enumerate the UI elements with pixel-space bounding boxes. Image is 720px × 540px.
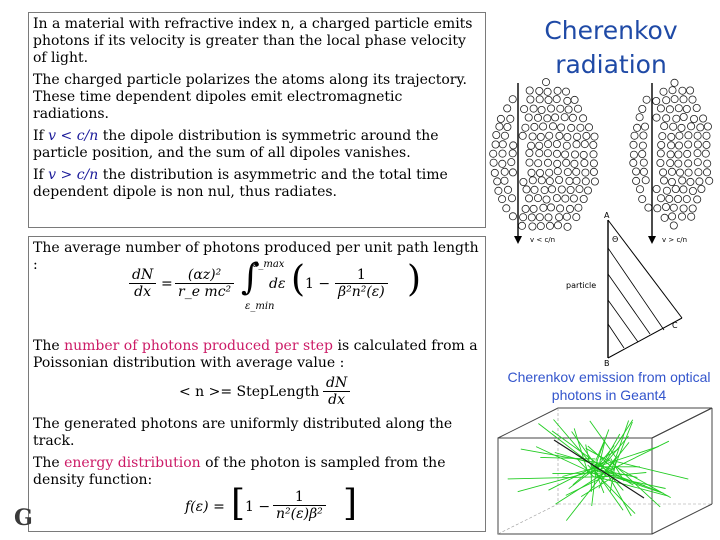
if-text-2: If (33, 167, 49, 183)
particle-label: particle (566, 281, 597, 290)
atom-circle (666, 195, 673, 202)
atom-circle (548, 105, 555, 112)
atom-circle (683, 105, 690, 112)
atom-circle (663, 97, 670, 104)
atom-circle (700, 115, 707, 122)
atom-circle (519, 132, 526, 139)
process-box (28, 236, 486, 532)
atom-circle (509, 150, 516, 157)
atom-circle (538, 106, 545, 113)
atom-circle (657, 159, 664, 166)
atom-circle (645, 204, 652, 211)
atom-circle (684, 150, 691, 157)
atom-circle (661, 123, 668, 130)
photon-track (508, 477, 609, 479)
atom-circle (501, 177, 508, 184)
atom-circle (590, 160, 597, 167)
atom-circle (704, 123, 711, 130)
atom-circle (580, 151, 587, 158)
integral-sign: ∫ (241, 257, 260, 298)
paragraph-symmetric (33, 128, 481, 162)
atom-circle (528, 169, 535, 176)
atom-circle (685, 132, 692, 139)
atom-circle (495, 187, 502, 194)
atom-circle (492, 141, 499, 148)
atom-circle (670, 204, 677, 211)
atom-circle (634, 124, 641, 131)
cherenkov-cone-figure (520, 212, 700, 368)
atoms-symmetric (490, 79, 599, 231)
atom-circle (663, 115, 670, 122)
atom-circle (658, 141, 665, 148)
atom-circle (534, 114, 541, 121)
if-text-1: If (33, 128, 49, 144)
atom-circle (694, 132, 701, 139)
eq1-inner-fraction: $\frac{1}{\text{β²n²(ε)}}$ (335, 267, 388, 300)
eq1-deps: dε (269, 276, 286, 292)
atom-circle (698, 185, 705, 192)
atom-circle (490, 159, 497, 166)
geant4-logo: G (14, 505, 33, 531)
atom-circle (563, 159, 570, 166)
atom-circle (680, 186, 687, 193)
atom-circle (558, 186, 565, 193)
eq3-fraction: $\frac{1}{\text{n²(ε)β²}}$ (273, 489, 326, 522)
atom-circle (554, 160, 561, 167)
atom-circle (672, 185, 679, 192)
atom-circle (582, 169, 589, 176)
atom-circle (703, 169, 710, 176)
atom-circle (534, 195, 541, 202)
atom-circle (680, 113, 687, 120)
atom-circle (544, 88, 551, 95)
atom-circle (536, 150, 543, 157)
atom-circle (687, 87, 694, 94)
primary-track (554, 440, 644, 498)
label-fast: v > c/n (662, 236, 688, 244)
atom-circle (653, 185, 660, 192)
atom-circle (640, 168, 647, 175)
atom-circle (641, 123, 648, 130)
atom-circle (493, 131, 500, 138)
energy-distribution-line: The energy distribution of the photon is sampled from the density function: (33, 455, 446, 488)
atom-circle (499, 160, 506, 167)
atom-circle (685, 169, 692, 176)
atom-circle (546, 178, 553, 185)
geant4-caption: Cherenkov emission from optical photons in Geant4 (507, 369, 711, 403)
atom-circle (503, 205, 510, 212)
atom-circle (576, 186, 583, 193)
atom-circle (673, 115, 680, 122)
label-slow: v < c/n (530, 236, 556, 244)
atom-circle (639, 142, 646, 149)
atom-circle (562, 195, 569, 202)
atom-circle (693, 104, 700, 111)
atom-circle (653, 114, 660, 121)
paragraph-polarization: The charged particle polarizes the atoms along its trajectory. These time dependent dipoles emit electromagnetic radiations. (33, 72, 467, 122)
atom-circle (674, 195, 681, 202)
explanation-box (28, 12, 486, 228)
atom-circle (545, 96, 552, 103)
atom-circle (499, 196, 506, 203)
atom-circle (507, 115, 514, 122)
atom-circle (640, 159, 647, 166)
paragraph-asymmetric-rest: the distribution is asymmetric and the total time dependent dipole is non nul, thus radiates. (33, 167, 448, 200)
atom-circle (683, 196, 690, 203)
atom-circle (548, 186, 555, 193)
eq3-bracket-close: ] (343, 483, 358, 524)
eq2-lhs: < n >= StepLength (179, 384, 320, 400)
atom-circle (630, 141, 637, 148)
atom-circle (540, 123, 547, 130)
atom-circle (703, 132, 710, 139)
atom-circle (529, 177, 536, 184)
atom-circle (653, 97, 660, 104)
eq1-paren-close: ) (407, 259, 422, 300)
atom-circle (669, 87, 676, 94)
atom-circle (501, 132, 508, 139)
atom-circle (703, 141, 710, 148)
atom-circle (504, 123, 511, 130)
eq1-coefficient: $\frac{\text{(αz)²}}{\text{r\_e mc²}}$ (175, 267, 234, 300)
atom-circle (630, 151, 637, 158)
atom-circle (580, 115, 587, 122)
atom-circle (704, 160, 711, 167)
atom-circle (504, 186, 511, 193)
atom-circle (536, 142, 543, 149)
atom-circle (642, 177, 649, 184)
atom-circle (541, 187, 548, 194)
atom-circle (696, 178, 703, 185)
atom-circle (583, 132, 590, 139)
atom-circle (668, 133, 675, 140)
atom-circle (590, 168, 597, 175)
atom-circle (544, 159, 551, 166)
atom-circle (639, 150, 646, 157)
atom-circle (554, 87, 561, 94)
atom-circle (527, 96, 534, 103)
atom-circle (526, 159, 533, 166)
atom-circle (525, 195, 532, 202)
condition-slow: v < c/n (48, 128, 99, 144)
atom-circle (556, 176, 563, 183)
atom-circle (543, 196, 550, 203)
atom-circle (657, 105, 664, 112)
atom-circle (667, 151, 674, 158)
atom-circle (697, 124, 704, 131)
point-a-label: A (604, 212, 610, 220)
energy-density-equation (185, 483, 385, 529)
atom-circle (660, 169, 667, 176)
atom-circle (521, 106, 528, 113)
uniform-distribution-line: The generated photons are uniformly distributed along the track. (33, 416, 453, 449)
condition-fast: v > c/n (48, 167, 99, 183)
atom-circle (509, 213, 516, 220)
atom-circle (504, 105, 511, 112)
average-photons-line: The average number of photons produced per unit path length : (33, 240, 479, 273)
eq1-paren-open: ( (291, 259, 306, 300)
atom-circle (494, 178, 501, 185)
atom-circle (633, 168, 640, 175)
atom-circle (536, 87, 543, 94)
atom-circle (573, 141, 580, 148)
eq3-bracket-open: [ (231, 483, 246, 524)
atom-circle (575, 204, 582, 211)
atom-circle (668, 168, 675, 175)
atom-circle (666, 106, 673, 113)
atom-circle (558, 124, 565, 131)
atom-circle (581, 141, 588, 148)
atom-circle (675, 142, 682, 149)
geant4-event-display (494, 404, 716, 536)
atoms-asymmetric (630, 79, 713, 229)
atom-circle (571, 151, 578, 158)
atom-circle (582, 178, 589, 185)
atom-circle (537, 133, 544, 140)
atom-circle (706, 177, 713, 184)
atom-circle (671, 79, 678, 86)
atom-circle (531, 186, 538, 193)
atom-circle (663, 187, 670, 194)
atom-circle (659, 133, 666, 140)
atom-circle (667, 160, 674, 167)
atom-circle (571, 160, 578, 167)
theta-label: Θ (612, 235, 619, 244)
point-c-label: C (672, 321, 678, 330)
atom-circle (660, 88, 667, 95)
atom-circle (685, 160, 692, 167)
photon-track (606, 436, 629, 463)
eq1-equals: = (161, 276, 173, 292)
atom-circle (553, 96, 560, 103)
atom-circle (554, 168, 561, 175)
atom-circle (567, 186, 574, 193)
atom-circle (561, 114, 568, 121)
photons-per-step-line: The number of photons produced per step is calculated from a Poissonian distribution with average value : (33, 338, 478, 371)
atom-circle (562, 88, 569, 95)
atom-circle (509, 96, 516, 103)
atom-circle (639, 196, 646, 203)
atom-circle (591, 133, 598, 140)
atom-circle (570, 195, 577, 202)
photon-track (574, 428, 588, 473)
atom-circle (591, 178, 598, 185)
atom-circle (671, 96, 678, 103)
atom-circle (522, 124, 529, 131)
atom-circle (536, 96, 543, 103)
atom-circle (546, 169, 553, 176)
atom-circle (676, 132, 683, 139)
atom-circle (538, 177, 545, 184)
atom-circle (662, 203, 669, 210)
atom-circle (688, 123, 695, 130)
atom-circle (536, 169, 543, 176)
atom-circle (542, 79, 549, 86)
atom-circle (535, 160, 542, 167)
atom-circle (657, 150, 664, 157)
atom-circle (670, 123, 677, 130)
atom-circle (679, 87, 686, 94)
eq3-lhs: f(ε) = (185, 499, 225, 515)
atom-circle (540, 204, 547, 211)
atom-circle (636, 186, 643, 193)
atom-circle (694, 196, 701, 203)
atom-circle (520, 178, 527, 185)
eq2-fraction: $\frac{dN}{dx}$ (323, 375, 350, 408)
atom-circle (631, 132, 638, 139)
atom-circle (564, 169, 571, 176)
atom-circle (546, 132, 553, 139)
integral-upper: ε_max (253, 259, 285, 270)
paragraph-symmetric-rest: the dipole distribution is symmetric around the particle position, and the sum of all dipoles vanishes. (33, 128, 439, 161)
atom-circle (695, 169, 702, 176)
photon-tracks (508, 420, 689, 521)
atom-circle (685, 141, 692, 148)
atom-circle (680, 96, 687, 103)
atom-circle (525, 114, 532, 121)
atom-circle (556, 132, 563, 139)
atom-circle (657, 195, 664, 202)
atom-circle (581, 159, 588, 166)
atom-circle (526, 87, 533, 94)
eq1-one-minus: 1 − (305, 276, 331, 292)
atom-circle (675, 160, 682, 167)
atom-circle (676, 169, 683, 176)
atom-circle (553, 195, 560, 202)
atom-circle (675, 105, 682, 112)
atom-circle (508, 195, 515, 202)
eq3-one-minus: 1 − (245, 499, 271, 515)
atom-circle (630, 159, 637, 166)
atom-circle (545, 141, 552, 148)
atom-circle (499, 150, 506, 157)
slide-title: Cherenkov radiation (544, 16, 678, 79)
atom-circle (565, 106, 572, 113)
atom-circle (640, 132, 647, 139)
point-b-label: B (604, 359, 610, 368)
atom-circle (571, 96, 578, 103)
atom-circle (690, 115, 697, 122)
atom-circle (523, 186, 530, 193)
atom-circle (678, 124, 685, 131)
atom-circle (694, 150, 701, 157)
atom-circle (573, 168, 580, 175)
atom-circle (702, 150, 709, 157)
atom-circle (530, 105, 537, 112)
atom-circle (490, 150, 497, 157)
atom-circle (687, 178, 694, 185)
atom-circle (501, 168, 508, 175)
atom-circle (508, 159, 515, 166)
atom-circle (580, 195, 587, 202)
atom-circle (675, 151, 682, 158)
atom-circle (549, 123, 556, 130)
atom-circle (668, 142, 675, 149)
integral-lower: ε_min (245, 301, 275, 312)
atom-circle (544, 150, 551, 157)
atom-circle (544, 115, 551, 122)
photon-yield-equation (129, 259, 429, 315)
atom-circle (499, 141, 506, 148)
atom-circle (590, 141, 597, 148)
atom-circle (689, 96, 696, 103)
atom-circle (643, 96, 650, 103)
atom-circle (585, 124, 592, 131)
energy-distribution-highlight: energy distribution (64, 455, 201, 471)
atom-circle (497, 115, 504, 122)
atom-circle (577, 124, 584, 131)
atom-circle (496, 123, 503, 130)
atom-circle (574, 105, 581, 112)
atom-circle (552, 114, 559, 121)
atom-circle (569, 114, 576, 121)
atom-circle (526, 149, 533, 156)
atom-circle (510, 142, 517, 149)
atom-circle (566, 177, 573, 184)
atom-circle (633, 177, 640, 184)
atom-circle (568, 124, 575, 131)
atom-circle (573, 177, 580, 184)
atom-circle (509, 169, 516, 176)
photon-track (615, 466, 671, 498)
atom-circle (553, 140, 560, 147)
photon-track (608, 442, 629, 468)
atom-circle (679, 177, 686, 184)
atom-circle (574, 133, 581, 140)
atom-circle (660, 177, 667, 184)
atom-circle (689, 187, 696, 194)
atom-circle (553, 150, 560, 157)
atom-circle (694, 159, 701, 166)
paragraph-refractive-index: In a material with refractive index n, a charged particle emits photons if its velocity is greater than the local phase velocity of light. (33, 16, 473, 66)
paragraph-asymmetric (33, 167, 481, 201)
atom-circle (563, 142, 570, 149)
mean-photons-equation (179, 373, 379, 413)
atom-circle (557, 105, 564, 112)
atom-circle (557, 205, 564, 212)
atom-circle (562, 151, 569, 158)
atom-circle (694, 141, 701, 148)
photons-per-step-highlight: number of photons produced per step (64, 338, 334, 354)
eq1-lhs: $\frac{dN}{dx}$ (129, 267, 156, 300)
atom-circle (590, 151, 597, 158)
atom-circle (547, 204, 554, 211)
atom-circle (584, 187, 591, 194)
atom-circle (639, 105, 646, 112)
atom-circle (564, 133, 571, 140)
atom-circle (564, 97, 571, 104)
atom-circle (529, 133, 536, 140)
atom-circle (654, 205, 661, 212)
atom-circle (491, 169, 498, 176)
atom-circle (531, 123, 538, 130)
atom-circle (528, 142, 535, 149)
atom-circle (668, 178, 675, 185)
atom-circle (636, 114, 643, 121)
